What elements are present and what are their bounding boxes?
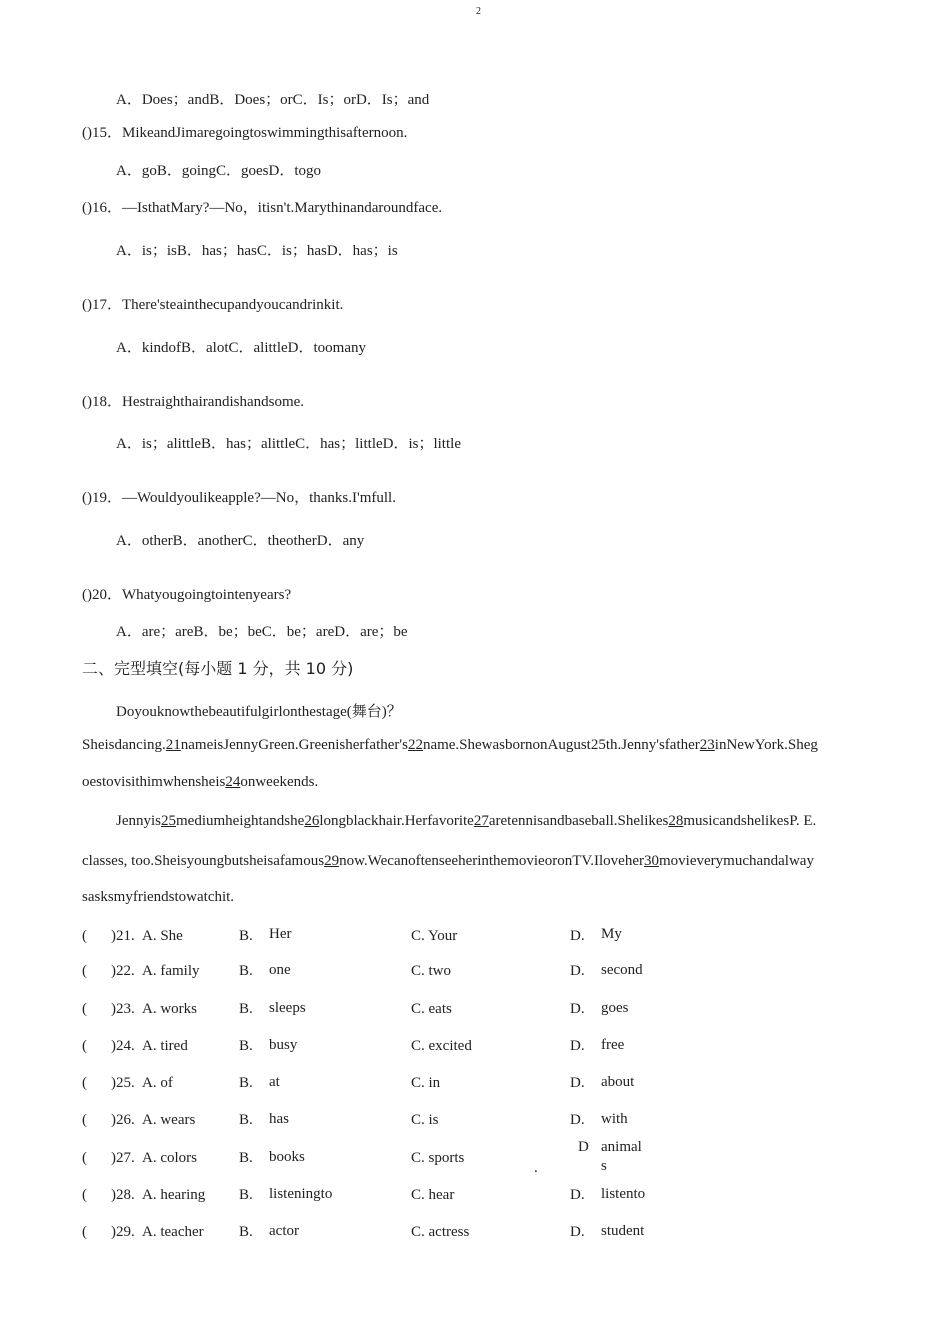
- mc-15-question: ()15．MikeandJimaregoingtoswimmingthisafternoon.: [82, 125, 408, 141]
- mc-16-question: ()16．—IsthatMary?—No，itisn't.Marythinandaroundface.: [82, 200, 443, 216]
- mc-18-question: ()18．Hestraighthairandishandsome.: [82, 394, 305, 410]
- blank-23: 23: [699, 737, 715, 753]
- blank-27: 27: [473, 813, 489, 829]
- mc-17-options: A．kindofB．alotC．alittleD．toomany: [116, 340, 366, 356]
- mc-16-options: A．is；isB．has；hasC．is；hasD．has；is: [116, 243, 398, 259]
- passage-p1-line3: oestovisithimwhensheis24onweekends.: [82, 774, 319, 790]
- mc-19-options: A．otherB．anotherC．theotherD．any: [116, 533, 365, 549]
- blank-21: 21: [165, 737, 181, 753]
- blank-25: 25: [161, 813, 176, 829]
- passage-p1-line1: Doyouknowthebeautifulgirlonthestage(舞台)？: [116, 704, 402, 720]
- mc-20-question: ()20．Whatyougoingtointenyears?: [82, 587, 292, 603]
- mc-18-options: A．is；alittleB．has；alittleC．has；littleD．is；little: [116, 436, 461, 452]
- passage-p2-line3: sasksmyfriendstowatchit.: [82, 889, 235, 905]
- blank-28: 28: [668, 813, 684, 829]
- blank-22: 22: [407, 737, 423, 753]
- blank-26: 26: [304, 813, 320, 829]
- page-number: 2: [476, 6, 481, 17]
- mc-20-options: A．are；areB．be；beC．be；areD．are；be: [116, 624, 408, 640]
- passage-p2-line1: Jennyis25mediumheightandshe26longblackhair.Herfavorite27aretennisandbaseball.Shelikes28musicandshelikesP. E.: [116, 813, 817, 829]
- blank-29: 29: [324, 853, 340, 869]
- mc-19-question: ()19．—Wouldyoulikeapple?—No，thanks.I'mfull.: [82, 490, 396, 506]
- mc-17-question: ()17．There'steainthecupandyoucandrinkit.: [82, 297, 344, 313]
- passage-p1-line2: Sheisdancing.21nameisJennyGreen.Greenisherfather's22name.ShewasbornonAugust25th.Jenny'sfather23inNewYork.Sheg: [82, 737, 818, 753]
- mc-14-options: A．Does；andB．Does；orC．Is；orD．Is；and: [116, 92, 430, 108]
- section-title: 二、完型填空(每小题 1 分，共 10 分): [82, 659, 354, 678]
- blank-24: 24: [225, 774, 241, 790]
- mc-15-options: A．goB．goingC．goesD．togo: [116, 163, 322, 179]
- blank-30: 30: [644, 853, 659, 869]
- passage-p2-line2: classes, too.Sheisyoungbutsheisafamous29now.WecanoftenseeherinthemovieoronTV.Iloveher30movieverymuchandalway: [82, 853, 814, 869]
